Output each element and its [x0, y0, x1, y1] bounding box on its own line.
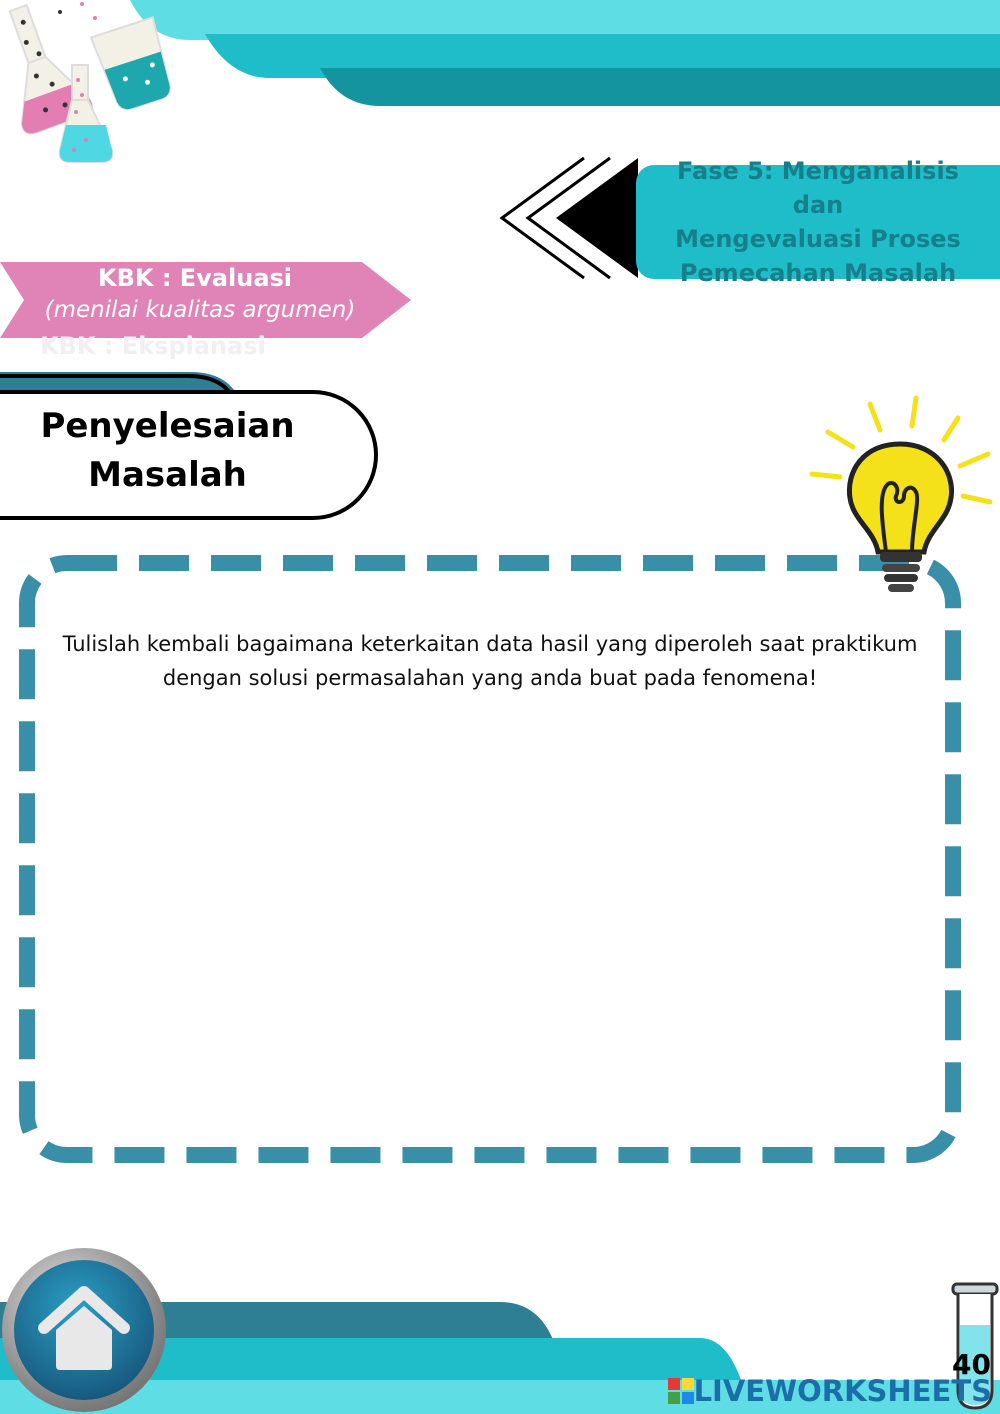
- answer-area[interactable]: [50, 705, 940, 1125]
- liveworksheets-logo-icon: [668, 1378, 694, 1404]
- phase-title: [648, 154, 988, 290]
- instruction-text: [40, 627, 940, 695]
- home-button-face: [14, 1260, 154, 1400]
- liveworksheets-brand[interactable]: [668, 1374, 992, 1408]
- home-icon: [36, 1284, 132, 1374]
- kbk-tag: [0, 262, 400, 326]
- triple-chevron-left-icon: [498, 156, 640, 280]
- brand-text: LIVEWORKSHEETS: [693, 1374, 992, 1408]
- home-button[interactable]: [2, 1248, 166, 1412]
- instruction-line-2: dengan solusi permasalahan yang anda buat pada fenomena!: [162, 666, 818, 690]
- kbk-subtitle: (menilai kualitas argumen): [44, 297, 356, 323]
- section-title-line-2: Masalah: [88, 455, 247, 495]
- section-title-line-1: Penyelesaian: [40, 406, 295, 446]
- lightbulb-icon: [808, 392, 998, 607]
- section-title: [0, 402, 335, 500]
- kbk-ghost-label: KBK : Eksplanasi: [40, 332, 266, 360]
- phase-line-3: Pemecahan Masalah: [679, 259, 957, 287]
- phase-banner: [636, 157, 1000, 287]
- phase-line-2: Mengevaluasi Proses: [675, 225, 961, 253]
- page-number: 40: [952, 1348, 991, 1381]
- lab-flasks-icon: [0, 0, 185, 170]
- phase-line-1: Fase 5: Menganalisis dan: [677, 157, 959, 219]
- kbk-title: KBK : Evaluasi: [97, 264, 293, 292]
- instruction-line-1: Tulislah kembali bagaimana keterkaitan data hasil yang diperoleh saat praktikum: [62, 632, 918, 656]
